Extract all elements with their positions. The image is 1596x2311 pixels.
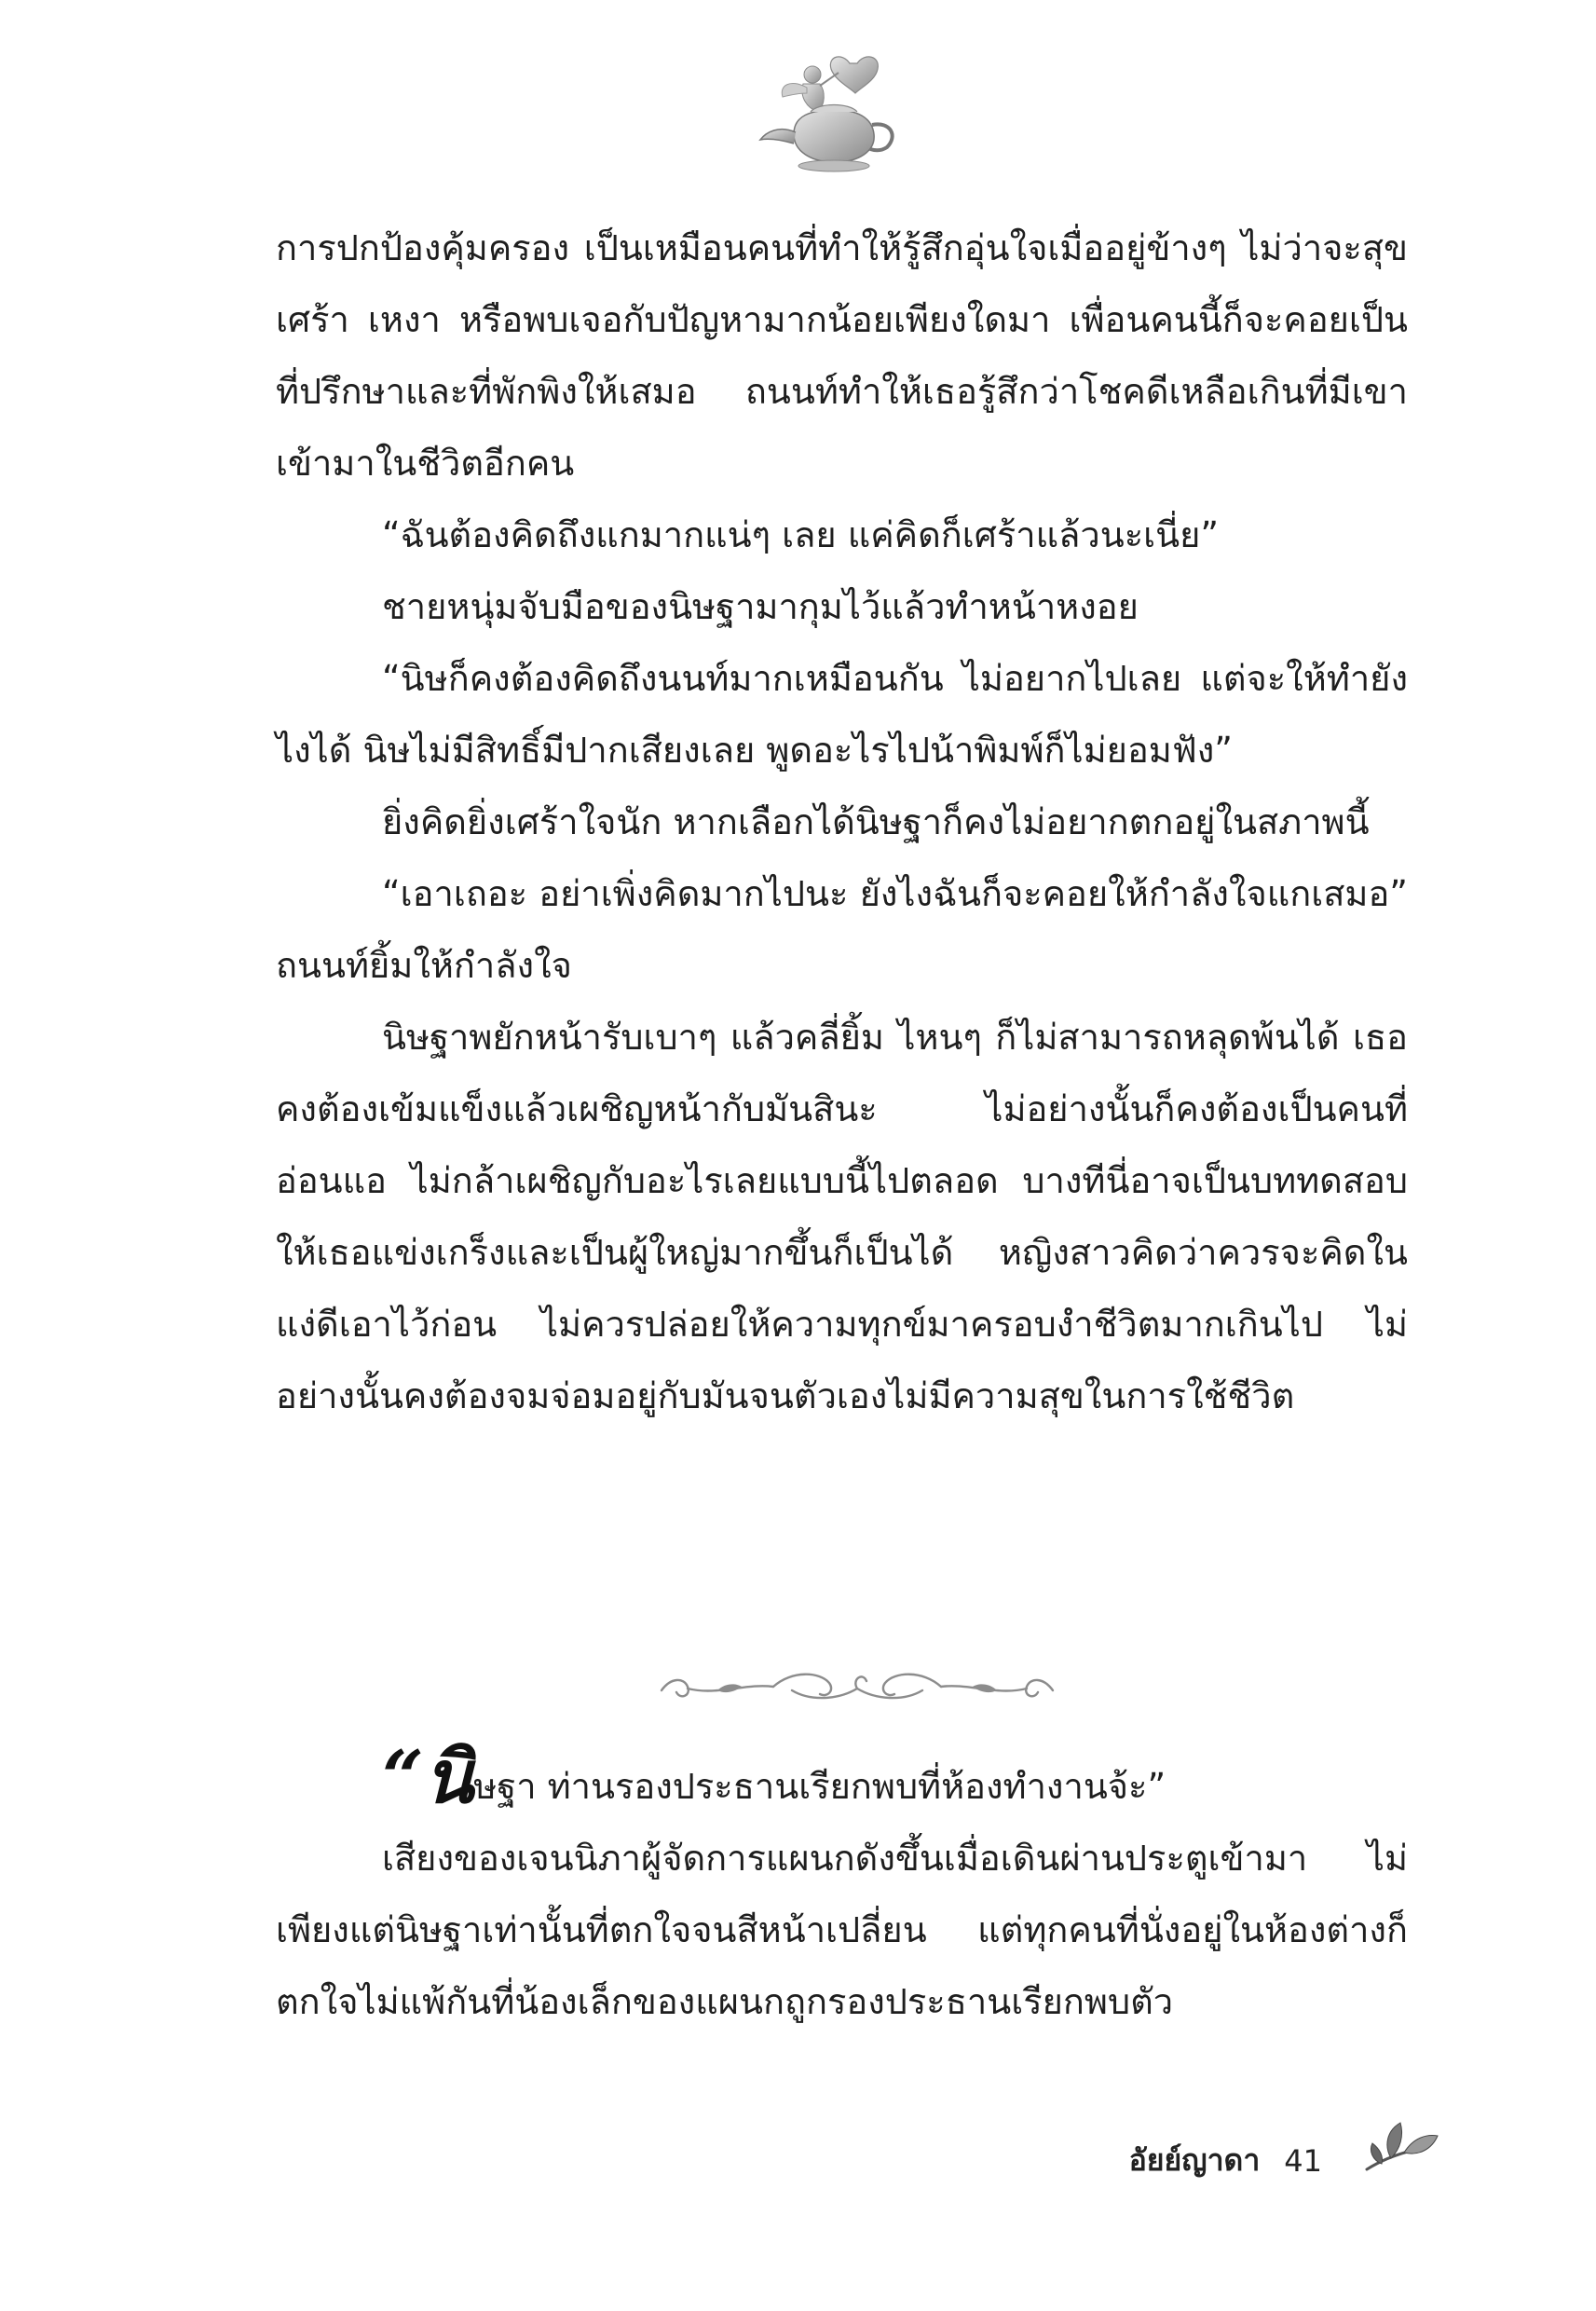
paragraph: นิษฐาพยักหน้ารับเบาๆ แล้วคลี่ยิ้ม ไหนๆ ก็ไม่สามารถหลุดพ้นได้ เธอคงต้องเข้มแข็งแล้วเผชิญหน้ากับมันสินะ ไม่อย่างนั้นก็คงต้องเป็นคนที่อ่อนแอ ไม่กล้าเผชิญกับอะไรเลยแบบนี้ไปตลอด บางทีนี่อาจเป็นบททดสอบให้เธอแข่งเกร็งและเป็นผู้ใหญ่มากขึ้นก็เป็นได้ หญิงสาวคิดว่าควรจะคิดในแง่ดีเอาไว้ก่อน ไม่ควรปล่อยให้ความทุกข์มาครอบงำชีวิตมากเกินไป ไม่อย่างนั้นคงต้องจมจ่อมอยู่กับมันจนตัวเองไม่มีความสุขในการใช้ชีวิต <box>276 1017 1408 1416</box>
page-footer <box>1129 2137 1322 2184</box>
opening-line: ษฐา ท่านรองประธานเรียกพบที่ห้องทำงานจ้ะ” <box>473 1766 1166 1807</box>
dropcap-paragraph <box>276 1735 1408 1823</box>
paragraph: ยิ่งคิดยิ่งเศร้าใจนัก หากเลือกได้นิษฐาก็คงไม่อยากตกอยู่ในสภาพนี้ <box>382 801 1370 842</box>
author-name: อัยย์ญาดา <box>1128 2142 1261 2178</box>
flourish-divider-icon <box>652 1659 1062 1715</box>
chapter-body-text <box>276 212 1408 1432</box>
tea-leaf-icon <box>1363 2117 1439 2177</box>
paragraph: ชายหนุ่มจับมือของนิษฐามากุมไว้แล้วทำหน้าหงอย <box>382 586 1139 627</box>
teapot-cherub-ornament-icon <box>745 47 913 186</box>
paragraph: การปกป้องคุ้มครอง เป็นเหมือนคนที่ทำให้รู้สึกอุ่นใจเมื่ออยู่ข้างๆ ไม่ว่าจะสุข เศร้า เหงา หรือพบเจอกับปัญหามากน้อยเพียงใดมา เพื่อนคนนี้ก็จะคอยเป็นที่ปรึกษาและที่พักพิงให้เสมอ ถนนท์ทำให้เธอรู้สึกว่าโชคดีเหลือเกินที่มีเขาเข้ามาในชีวิตอีกคน <box>276 227 1408 484</box>
page-number: 41 <box>1284 2142 1322 2179</box>
paragraph: “เอาเถอะ อย่าเพิ่งคิดมากไปนะ ยังไงฉันก็จะคอยให้กำลังใจแกเสมอ” ถนนท์ยิ้มให้กำลังใจ <box>276 873 1408 986</box>
paragraph: “นิษก็คงต้องคิดถึงนนท์มากเหมือนกัน ไม่อยากไปเลย แต่จะให้ทำยังไงได้ นิษไม่มีสิทธิ์มีปากเสียงเลย พูดอะไรไปน้าพิมพ์ก็ไม่ยอมฟัง” <box>276 658 1408 771</box>
paragraph: “ฉันต้องคิดถึงแกมากแน่ๆ เลย แค่คิดก็เศร้าแล้วนะเนี่ย” <box>382 514 1220 555</box>
paragraph: เสียงของเจนนิภาผู้จัดการแผนกดังขึ้นเมื่อเดินผ่านประตูเข้ามา ไม่เพียงแต่นิษฐาเท่านั้นที่ตกใจจนสีหน้าเปลี่ยน แต่ทุกคนที่นั่งอยู่ในห้องต่างก็ตกใจไม่แพ้กันที่น้องเล็กของแผนกถูกรองประธานเรียกพบตัว <box>276 1838 1408 2022</box>
scene-break-section <box>276 1735 1408 2038</box>
dropcap-letter: “นิ <box>382 1735 474 1820</box>
